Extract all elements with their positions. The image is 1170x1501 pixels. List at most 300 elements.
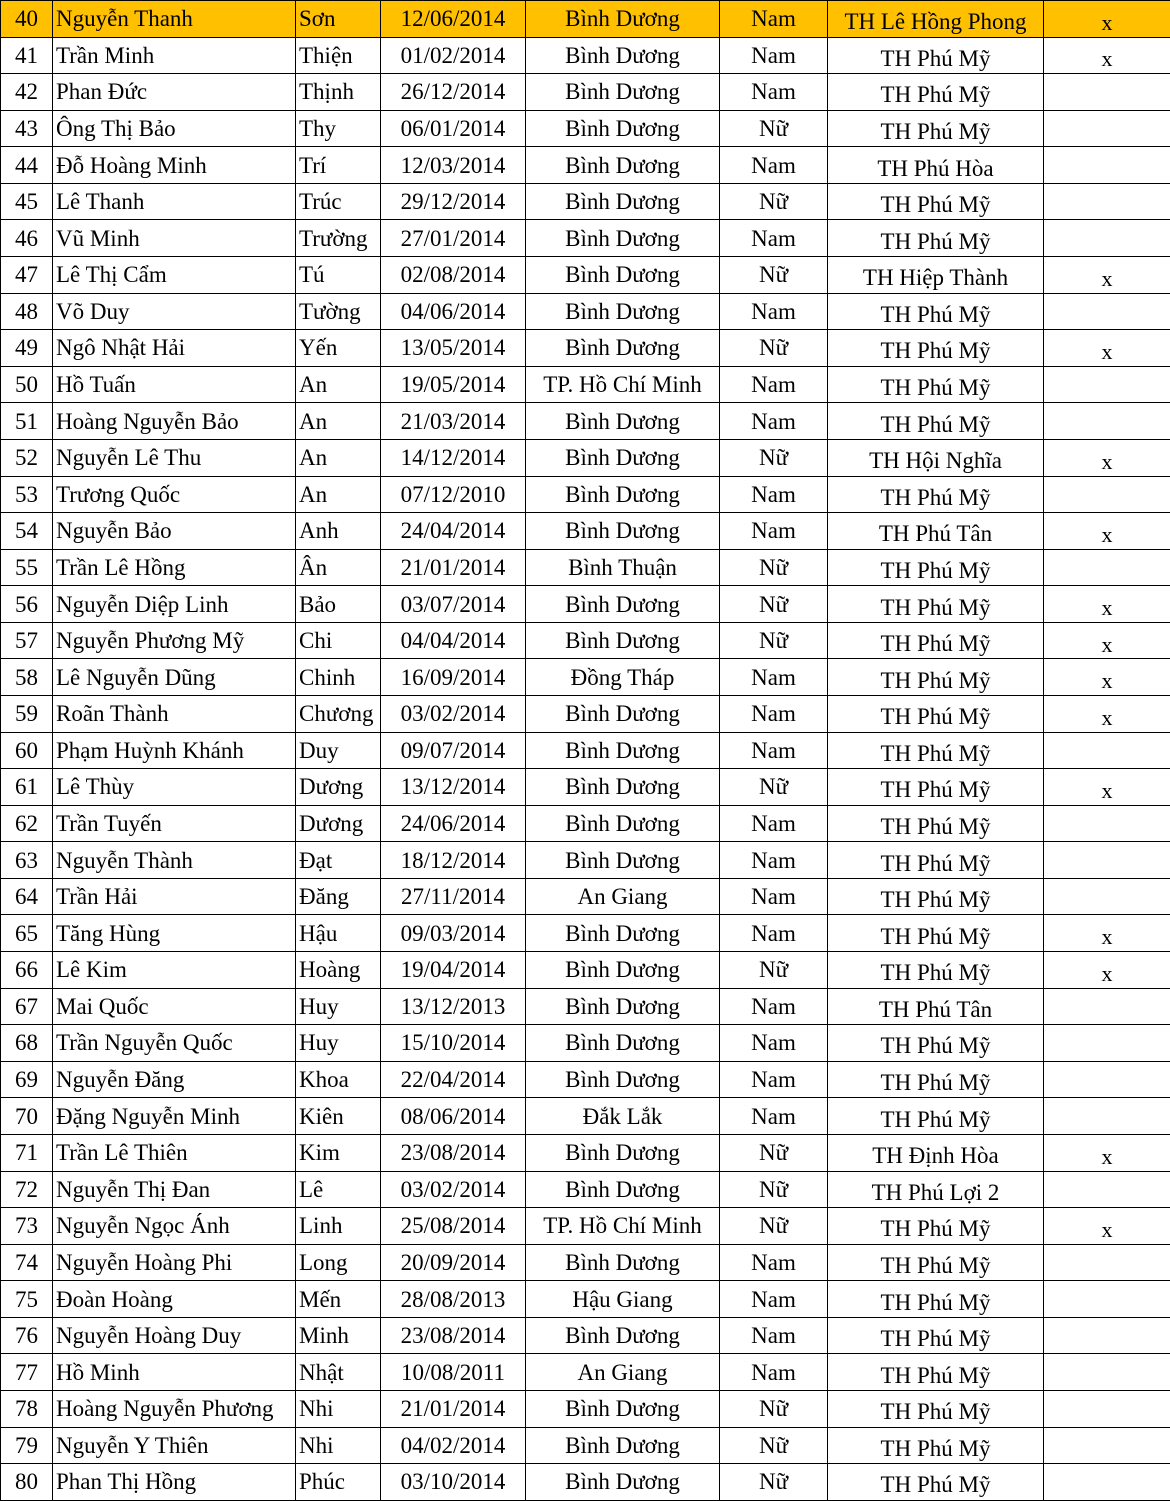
birth-place-cell: Bình Dương <box>526 147 720 184</box>
first-name-cell: Phúc <box>296 1464 381 1501</box>
gender-cell: Nam <box>720 805 828 842</box>
table-row <box>1 257 1170 294</box>
gender-cell: Nữ <box>720 439 828 476</box>
birth-place-cell: Bình Dương <box>526 988 720 1025</box>
gender-cell: Nam <box>720 1025 828 1062</box>
x-mark-cell <box>1044 549 1170 586</box>
birth-date-cell: 28/08/2013 <box>381 1281 526 1318</box>
row-number-cell: 48 <box>1 293 53 330</box>
gender-cell: Nam <box>720 37 828 74</box>
birth-place-cell: Bình Dương <box>526 842 720 879</box>
birth-date-cell: 27/01/2014 <box>381 220 526 257</box>
x-mark-cell <box>1044 1427 1170 1464</box>
last-middle-name-cell: Vũ Minh <box>53 220 296 257</box>
row-number-cell: 45 <box>1 183 53 220</box>
gender-cell: Nam <box>720 878 828 915</box>
school-name-cell: TH Phú Mỹ <box>828 1244 1044 1281</box>
last-middle-name-cell: Nguyễn Diệp Linh <box>53 586 296 623</box>
row-number-cell: 79 <box>1 1427 53 1464</box>
row-number-cell: 78 <box>1 1390 53 1427</box>
row-number-cell: 52 <box>1 439 53 476</box>
gender-cell: Nữ <box>720 1171 828 1208</box>
row-number-cell: 66 <box>1 952 53 989</box>
row-number-cell: 54 <box>1 513 53 550</box>
last-middle-name-cell: Trần Hải <box>53 878 296 915</box>
gender-cell: Nam <box>720 74 828 111</box>
first-name-cell: An <box>296 403 381 440</box>
table-row <box>1 1098 1170 1135</box>
gender-cell: Nam <box>720 293 828 330</box>
birth-place-cell: Bình Dương <box>526 1025 720 1062</box>
last-middle-name-cell: Phan Đức <box>53 74 296 111</box>
school-name-cell: TH Phú Mỹ <box>828 1427 1044 1464</box>
school-name-cell: TH Hiệp Thành <box>828 257 1044 294</box>
first-name-cell: Minh <box>296 1317 381 1354</box>
x-mark-cell: x <box>1044 695 1170 732</box>
x-mark-cell: x <box>1044 439 1170 476</box>
birth-date-cell: 07/12/2010 <box>381 476 526 513</box>
row-number-cell: 42 <box>1 74 53 111</box>
birth-place-cell: Bình Dương <box>526 403 720 440</box>
x-mark-cell <box>1044 1354 1170 1391</box>
birth-place-cell: Bình Dương <box>526 1317 720 1354</box>
x-mark-cell: x <box>1044 513 1170 550</box>
row-number-cell: 61 <box>1 769 53 806</box>
birth-place-cell: Bình Dương <box>526 1390 720 1427</box>
birth-date-cell: 03/02/2014 <box>381 1171 526 1208</box>
birth-date-cell: 13/05/2014 <box>381 330 526 367</box>
gender-cell: Nam <box>720 147 828 184</box>
last-middle-name-cell: Đoàn Hoàng <box>53 1281 296 1318</box>
school-name-cell: TH Phú Mỹ <box>828 1281 1044 1318</box>
x-mark-cell <box>1044 183 1170 220</box>
last-middle-name-cell: Trần Lê Thiên <box>53 1134 296 1171</box>
row-number-cell: 51 <box>1 403 53 440</box>
last-middle-name-cell: Nguyễn Lê Thu <box>53 439 296 476</box>
first-name-cell: Nhật <box>296 1354 381 1391</box>
birth-place-cell: An Giang <box>526 1354 720 1391</box>
birth-date-cell: 27/11/2014 <box>381 878 526 915</box>
last-middle-name-cell: Hồ Tuấn <box>53 366 296 403</box>
birth-place-cell: Bình Dương <box>526 439 720 476</box>
birth-date-cell: 04/06/2014 <box>381 293 526 330</box>
birth-place-cell: Bình Dương <box>526 1 720 38</box>
table-row <box>1 952 1170 989</box>
gender-cell: Nam <box>720 513 828 550</box>
table-row <box>1 549 1170 586</box>
first-name-cell: Đăng <box>296 878 381 915</box>
row-number-cell: 70 <box>1 1098 53 1135</box>
last-middle-name-cell: Nguyễn Bảo <box>53 513 296 550</box>
birth-date-cell: 09/07/2014 <box>381 732 526 769</box>
birth-place-cell: Bình Dương <box>526 476 720 513</box>
birth-date-cell: 24/04/2014 <box>381 513 526 550</box>
x-mark-cell: x <box>1044 915 1170 952</box>
first-name-cell: An <box>296 476 381 513</box>
row-number-cell: 77 <box>1 1354 53 1391</box>
gender-cell: Nữ <box>720 1464 828 1501</box>
birth-place-cell: Bình Dương <box>526 1464 720 1501</box>
first-name-cell: Dương <box>296 805 381 842</box>
school-name-cell: TH Phú Mỹ <box>828 1464 1044 1501</box>
gender-cell: Nữ <box>720 1427 828 1464</box>
first-name-cell: Duy <box>296 732 381 769</box>
gender-cell: Nam <box>720 1 828 38</box>
x-mark-cell <box>1044 403 1170 440</box>
birth-place-cell: Đồng Tháp <box>526 659 720 696</box>
last-middle-name-cell: Trần Minh <box>53 37 296 74</box>
x-mark-cell <box>1044 732 1170 769</box>
gender-cell: Nữ <box>720 549 828 586</box>
school-name-cell: TH Phú Mỹ <box>828 293 1044 330</box>
first-name-cell: Nhi <box>296 1390 381 1427</box>
table-row <box>1 586 1170 623</box>
gender-cell: Nữ <box>720 330 828 367</box>
first-name-cell: Trí <box>296 147 381 184</box>
x-mark-cell <box>1044 147 1170 184</box>
school-name-cell: TH Phú Mỹ <box>828 330 1044 367</box>
birth-place-cell: TP. Hồ Chí Minh <box>526 1208 720 1245</box>
birth-date-cell: 22/04/2014 <box>381 1061 526 1098</box>
row-number-cell: 47 <box>1 257 53 294</box>
last-middle-name-cell: Nguyễn Hoàng Duy <box>53 1317 296 1354</box>
last-middle-name-cell: Trần Lê Hồng <box>53 549 296 586</box>
last-middle-name-cell: Nguyễn Phương Mỹ <box>53 622 296 659</box>
last-middle-name-cell: Roãn Thành <box>53 695 296 732</box>
x-mark-cell <box>1044 476 1170 513</box>
table-row <box>1 1025 1170 1062</box>
gender-cell: Nam <box>720 659 828 696</box>
birth-date-cell: 26/12/2014 <box>381 74 526 111</box>
last-middle-name-cell: Nguyễn Thị Đan <box>53 1171 296 1208</box>
school-name-cell: TH Phú Mỹ <box>828 1390 1044 1427</box>
birth-date-cell: 19/04/2014 <box>381 952 526 989</box>
row-number-cell: 60 <box>1 732 53 769</box>
x-mark-cell: x <box>1044 1 1170 38</box>
birth-date-cell: 12/03/2014 <box>381 147 526 184</box>
table-row <box>1 1464 1170 1501</box>
gender-cell: Nam <box>720 842 828 879</box>
x-mark-cell: x <box>1044 769 1170 806</box>
birth-place-cell: Bình Dương <box>526 37 720 74</box>
last-middle-name-cell: Mai Quốc <box>53 988 296 1025</box>
x-mark-cell <box>1044 878 1170 915</box>
birth-date-cell: 13/12/2014 <box>381 769 526 806</box>
birth-place-cell: Bình Thuận <box>526 549 720 586</box>
x-mark-cell <box>1044 1464 1170 1501</box>
x-mark-cell: x <box>1044 622 1170 659</box>
table-row <box>1 842 1170 879</box>
gender-cell: Nữ <box>720 586 828 623</box>
birth-place-cell: Bình Dương <box>526 330 720 367</box>
table-row <box>1 366 1170 403</box>
last-middle-name-cell: Lê Thanh <box>53 183 296 220</box>
school-name-cell: TH Phú Mỹ <box>828 37 1044 74</box>
table-row <box>1 439 1170 476</box>
birth-date-cell: 10/08/2011 <box>381 1354 526 1391</box>
gender-cell: Nam <box>720 1317 828 1354</box>
table-row <box>1 732 1170 769</box>
table-row <box>1 37 1170 74</box>
school-name-cell: TH Phú Mỹ <box>828 952 1044 989</box>
school-name-cell: TH Phú Mỹ <box>828 1061 1044 1098</box>
gender-cell: Nam <box>720 1354 828 1391</box>
last-middle-name-cell: Đặng Nguyễn Minh <box>53 1098 296 1135</box>
school-name-cell: TH Phú Mỹ <box>828 366 1044 403</box>
x-mark-cell: x <box>1044 586 1170 623</box>
x-mark-cell <box>1044 366 1170 403</box>
row-number-cell: 50 <box>1 366 53 403</box>
first-name-cell: Linh <box>296 1208 381 1245</box>
birth-place-cell: TP. Hồ Chí Minh <box>526 366 720 403</box>
row-number-cell: 71 <box>1 1134 53 1171</box>
gender-cell: Nam <box>720 403 828 440</box>
school-name-cell: TH Phú Mỹ <box>828 110 1044 147</box>
school-name-cell: TH Phú Mỹ <box>828 74 1044 111</box>
table-row <box>1 1134 1170 1171</box>
school-name-cell: TH Phú Mỹ <box>828 549 1044 586</box>
first-name-cell: Chinh <box>296 659 381 696</box>
row-number-cell: 80 <box>1 1464 53 1501</box>
x-mark-cell: x <box>1044 952 1170 989</box>
last-middle-name-cell: Tăng Hùng <box>53 915 296 952</box>
birth-date-cell: 18/12/2014 <box>381 842 526 879</box>
x-mark-cell <box>1044 805 1170 842</box>
school-name-cell: TH Phú Mỹ <box>828 915 1044 952</box>
school-name-cell: TH Phú Mỹ <box>828 1317 1044 1354</box>
first-name-cell: Trường <box>296 220 381 257</box>
last-middle-name-cell: Lê Kim <box>53 952 296 989</box>
row-number-cell: 74 <box>1 1244 53 1281</box>
school-name-cell: TH Phú Mỹ <box>828 403 1044 440</box>
birth-place-cell: Bình Dương <box>526 183 720 220</box>
birth-date-cell: 21/01/2014 <box>381 549 526 586</box>
table-row <box>1 915 1170 952</box>
birth-date-cell: 14/12/2014 <box>381 439 526 476</box>
row-number-cell: 40 <box>1 1 53 38</box>
row-number-cell: 57 <box>1 622 53 659</box>
gender-cell: Nam <box>720 1098 828 1135</box>
row-number-cell: 56 <box>1 586 53 623</box>
birth-place-cell: Bình Dương <box>526 1171 720 1208</box>
birth-date-cell: 03/10/2014 <box>381 1464 526 1501</box>
birth-date-cell: 21/03/2014 <box>381 403 526 440</box>
last-middle-name-cell: Nguyễn Thanh <box>53 1 296 38</box>
last-middle-name-cell: Lê Thùy <box>53 769 296 806</box>
last-middle-name-cell: Phan Thị Hồng <box>53 1464 296 1501</box>
table-row <box>1 1244 1170 1281</box>
birth-date-cell: 15/10/2014 <box>381 1025 526 1062</box>
last-middle-name-cell: Nguyễn Đăng <box>53 1061 296 1098</box>
first-name-cell: Mến <box>296 1281 381 1318</box>
row-number-cell: 67 <box>1 988 53 1025</box>
x-mark-cell <box>1044 1061 1170 1098</box>
row-number-cell: 59 <box>1 695 53 732</box>
row-number-cell: 53 <box>1 476 53 513</box>
table-row <box>1 695 1170 732</box>
birth-place-cell: Bình Dương <box>526 1061 720 1098</box>
gender-cell: Nam <box>720 732 828 769</box>
table-row-highlighted <box>1 1 1170 38</box>
table-row <box>1 513 1170 550</box>
gender-cell: Nam <box>720 915 828 952</box>
table-row <box>1 220 1170 257</box>
school-name-cell: TH Lê Hồng Phong <box>828 1 1044 38</box>
gender-cell: Nữ <box>720 1208 828 1245</box>
school-name-cell: TH Phú Mỹ <box>828 220 1044 257</box>
first-name-cell: Nhi <box>296 1427 381 1464</box>
gender-cell: Nam <box>720 1281 828 1318</box>
birth-date-cell: 24/06/2014 <box>381 805 526 842</box>
birth-date-cell: 13/12/2013 <box>381 988 526 1025</box>
table-row <box>1 330 1170 367</box>
birth-place-cell: Bình Dương <box>526 805 720 842</box>
first-name-cell: Thy <box>296 110 381 147</box>
x-mark-cell <box>1044 842 1170 879</box>
row-number-cell: 58 <box>1 659 53 696</box>
table-row <box>1 622 1170 659</box>
gender-cell: Nam <box>720 988 828 1025</box>
first-name-cell: Thiện <box>296 37 381 74</box>
birth-date-cell: 04/04/2014 <box>381 622 526 659</box>
birth-place-cell: Bình Dương <box>526 513 720 550</box>
first-name-cell: Chi <box>296 622 381 659</box>
first-name-cell: An <box>296 366 381 403</box>
x-mark-cell <box>1044 110 1170 147</box>
last-middle-name-cell: Trần Nguyễn Quốc <box>53 1025 296 1062</box>
birth-place-cell: Bình Dương <box>526 1427 720 1464</box>
gender-cell: Nữ <box>720 622 828 659</box>
last-middle-name-cell: Lê Nguyễn Dũng <box>53 659 296 696</box>
birth-place-cell: Bình Dương <box>526 915 720 952</box>
row-number-cell: 73 <box>1 1208 53 1245</box>
birth-date-cell: 12/06/2014 <box>381 1 526 38</box>
row-number-cell: 75 <box>1 1281 53 1318</box>
birth-place-cell: Bình Dương <box>526 695 720 732</box>
birth-date-cell: 19/05/2014 <box>381 366 526 403</box>
last-middle-name-cell: Trần Tuyến <box>53 805 296 842</box>
first-name-cell: Khoa <box>296 1061 381 1098</box>
gender-cell: Nữ <box>720 952 828 989</box>
birth-place-cell: Bình Dương <box>526 732 720 769</box>
first-name-cell: Long <box>296 1244 381 1281</box>
school-name-cell: TH Phú Tân <box>828 513 1044 550</box>
gender-cell: Nữ <box>720 1390 828 1427</box>
row-number-cell: 55 <box>1 549 53 586</box>
first-name-cell: Tường <box>296 293 381 330</box>
x-mark-cell: x <box>1044 330 1170 367</box>
birth-date-cell: 29/12/2014 <box>381 183 526 220</box>
school-name-cell: TH Phú Hòa <box>828 147 1044 184</box>
last-middle-name-cell: Nguyễn Ngọc Ánh <box>53 1208 296 1245</box>
first-name-cell: Yến <box>296 330 381 367</box>
school-name-cell: TH Phú Mỹ <box>828 476 1044 513</box>
birth-date-cell: 03/02/2014 <box>381 695 526 732</box>
birth-date-cell: 25/08/2014 <box>381 1208 526 1245</box>
table-row <box>1 110 1170 147</box>
birth-date-cell: 06/01/2014 <box>381 110 526 147</box>
row-number-cell: 49 <box>1 330 53 367</box>
first-name-cell: Huy <box>296 1025 381 1062</box>
row-number-cell: 43 <box>1 110 53 147</box>
gender-cell: Nam <box>720 1061 828 1098</box>
last-middle-name-cell: Ông Thị Bảo <box>53 110 296 147</box>
table-row <box>1 805 1170 842</box>
x-mark-cell <box>1044 1171 1170 1208</box>
birth-place-cell: Bình Dương <box>526 220 720 257</box>
gender-cell: Nam <box>720 366 828 403</box>
first-name-cell: Sơn <box>296 1 381 38</box>
birth-date-cell: 01/02/2014 <box>381 37 526 74</box>
row-number-cell: 63 <box>1 842 53 879</box>
row-number-cell: 46 <box>1 220 53 257</box>
row-number-cell: 76 <box>1 1317 53 1354</box>
first-name-cell: Hậu <box>296 915 381 952</box>
first-name-cell: Trúc <box>296 183 381 220</box>
school-name-cell: TH Phú Mỹ <box>828 1354 1044 1391</box>
last-middle-name-cell: Hoàng Nguyễn Bảo <box>53 403 296 440</box>
gender-cell: Nữ <box>720 110 828 147</box>
school-name-cell: TH Phú Mỹ <box>828 622 1044 659</box>
last-middle-name-cell: Nguyễn Hoàng Phi <box>53 1244 296 1281</box>
first-name-cell: Kiên <box>296 1098 381 1135</box>
gender-cell: Nam <box>720 695 828 732</box>
x-mark-cell <box>1044 1244 1170 1281</box>
school-name-cell: TH Phú Mỹ <box>828 659 1044 696</box>
gender-cell: Nữ <box>720 1134 828 1171</box>
first-name-cell: An <box>296 439 381 476</box>
x-mark-cell <box>1044 1025 1170 1062</box>
table-row <box>1 1171 1170 1208</box>
birth-place-cell: Bình Dương <box>526 952 720 989</box>
x-mark-cell <box>1044 293 1170 330</box>
table-row <box>1 769 1170 806</box>
first-name-cell: Đạt <box>296 842 381 879</box>
x-mark-cell <box>1044 74 1170 111</box>
school-name-cell: TH Phú Mỹ <box>828 1025 1044 1062</box>
table-row <box>1 147 1170 184</box>
school-name-cell: TH Phú Mỹ <box>828 695 1044 732</box>
last-middle-name-cell: Đỗ Hoàng Minh <box>53 147 296 184</box>
table-row <box>1 659 1170 696</box>
school-name-cell: TH Phú Mỹ <box>828 586 1044 623</box>
table-row <box>1 183 1170 220</box>
table-row <box>1 293 1170 330</box>
last-middle-name-cell: Hồ Minh <box>53 1354 296 1391</box>
school-name-cell: TH Phú Mỹ <box>828 1098 1044 1135</box>
last-middle-name-cell: Trương Quốc <box>53 476 296 513</box>
table-row <box>1 1208 1170 1245</box>
school-name-cell: TH Phú Tân <box>828 988 1044 1025</box>
birth-date-cell: 23/08/2014 <box>381 1134 526 1171</box>
table-row <box>1 476 1170 513</box>
x-mark-cell <box>1044 1317 1170 1354</box>
first-name-cell: Lê <box>296 1171 381 1208</box>
row-number-cell: 64 <box>1 878 53 915</box>
row-number-cell: 62 <box>1 805 53 842</box>
table-row <box>1 403 1170 440</box>
x-mark-cell: x <box>1044 1208 1170 1245</box>
last-middle-name-cell: Nguyễn Thành <box>53 842 296 879</box>
gender-cell: Nữ <box>720 257 828 294</box>
table-row <box>1 988 1170 1025</box>
birth-date-cell: 03/07/2014 <box>381 586 526 623</box>
last-middle-name-cell: Lê Thị Cẩm <box>53 257 296 294</box>
table-body <box>1 1 1170 1501</box>
x-mark-cell: x <box>1044 659 1170 696</box>
first-name-cell: Bảo <box>296 586 381 623</box>
last-middle-name-cell: Ngô Nhật Hải <box>53 330 296 367</box>
